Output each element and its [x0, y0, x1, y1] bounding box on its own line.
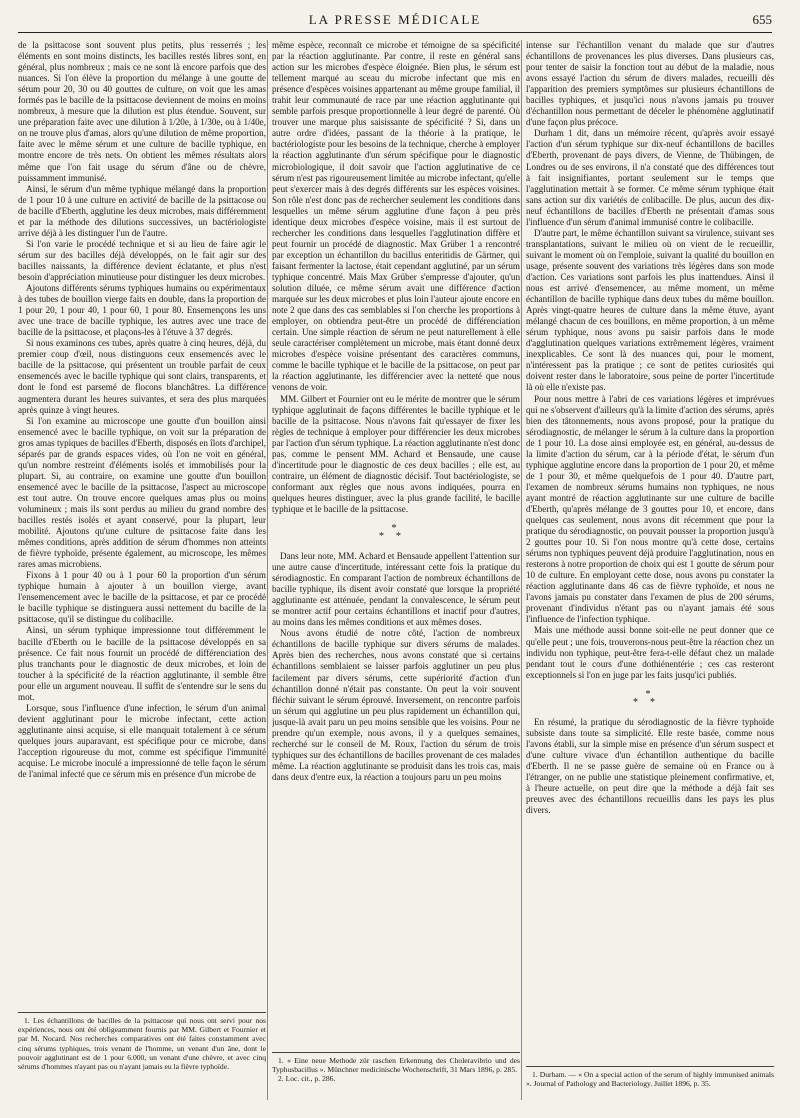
column-2 — [272, 40, 520, 1080]
paragraph: Ajoutons différents sérums typhiques humains ou expérimentaux à des tubes de bouillon vierge faits en double, dans la proportion de 1 pour 20, 1 pour 40, 1 pour 60, 1 pour 80. Ensemençons les uns avec une trace de bacille typhique, les autres avec une trace de bacille de la psittacose, et plaçons-les à l'étuve à 37 degrés. — [18, 283, 266, 338]
footnote-rule — [18, 1012, 266, 1013]
footnotes-col-2 — [272, 1056, 520, 1084]
paragraph: Durham 1 dit, dans un mémoire récent, qu'après avoir essayé l'action d'un sérum typhique sur dix-neuf échantillons de bacilles d'Eberth, provenant de pays divers, de Vienne, de Thübingen, de Londres ou de ses environs, il n'a constaté que des différences tout à fait insignifiantes, portant seulement sur le temps que l'agglutination mettait à se former. Ce même sérum typhique était sans action sur dix variétés de colibacille. De plus, aucun des dix-neuf échantillons de bacilles d'Eberth ne présentait d'amas sous l'influence d'un sérum d'animal immunisé contre le colibacille. — [526, 128, 774, 227]
footnote: 1. Durham. — « On a special action of the serum of highly immunised animals ». Journal of Pathology and Bacteriology. Juillet 1896, p. 35. — [526, 1070, 774, 1089]
section-separator-stars: * ** — [379, 523, 413, 543]
paragraph: Ainsi, un sérum typhique impressionne tout différemment le bacille d'Eberth ou le bacille de la psittacose développés en sa présence. Ce fait nous fournit un procédé de différenciation des plus tranchants pour le diagnostic de deux microbes, et loin de toucher à la spécificité de la réaction agglutinante, il semble être pour elle un argument nouveau. Il suffit de s'entendre sur le sens du mot. — [18, 625, 266, 702]
paragraph: intense sur l'échantillon venant du malade que sur d'autres échantillons de provenances les plus diverses. Dans plusieurs cas, pour tenter de saisir la fonction tout au début de la maladie, nous avons essayé l'action du sérum de divers malades, recueilli dès l'apparition des premiers symptômes sur plusieurs échantillons de bacilles typhiques, et jusqu'ici nous n'avons jamais pu trouver d'échantillon nous permettant de déceler le phénomène agglutinatif d'une façon plus précoce. — [526, 40, 774, 128]
paragraph: même espèce, reconnaît ce microbe et témoigne de sa spécificité par la réaction agglutinante. Par contre, il reste en général sans action sur les microbes d'espèce éloignée. Bien plus, le sérum est tellement marqué au sceau du microbe infectant que mis en présence d'espèces voisines appartenant au même groupe familial, il trahit leur communauté de race par une réaction agglutinante qui semble parfois presque proportionnelle à leur degré de parenté. Où trouver une marque plus saisissante de spécificité ? Si, dans un autre ordre d'idées, passant de la théorie à la pratique, le bactériologiste pour les besoins de la technique, cherche à employer la réaction agglutinante d'un sérum spécifique pour le diagnostic microbiologique, il doit savoir que l'action agglutinative de ce sérum n'est pas rigoureusement limitée au microbe infectant, qu'elle peut s'exercer mais à des degrés différents sur les espèces voisines. Son rôle n'est donc pas de rechercher seulement les conditions dans lesquelles un même sérum agglutine d'une façon à peu près identique deux microbes d'espèce voisine, mais il est surtout de rechercher les conditions dans lesquelles l'agglutination diffère et peut fournir un procédé de diagnostic. Max Grüber 1 a rencontré par exception un échantillon du bacillus enteritidis de Gärtner, qui faisant fermenter la lactose, était cependant agglutiné, par un sérum typhique concentré. Mais Max Grüber s'empresse d'ajouter, qu'un solution diluée, ce même sérum avait une différence d'action marquée sur les deux microbes et plus loin l'auteur ajoute encore en note 2 que dans des cas semblables si l'on cherche les proportions à employer, on obtiendra peut-être un procédé de différenciation certain. Une simple réaction de sérum ne peut naturellement à elle seule caractériser complètement un microbe, mais étant donné deux microbes d'espèce voisine présentant des caractères communs, comme le bacille typhique et le bacille de la psittacose, on peut par la réaction agglutinante, les différencier avec la netteté que nous venons de voir. — [272, 40, 520, 393]
paragraph: Pour nous mettre à l'abri de ces variations légères et imprévues qui ne s'observent d'ailleurs qu'à la limite d'action des sérums, après bien des tâtonnements, nous avons proposé, pour la pratique du sérodiagnostic, de mélanger le sérum à la culture dans la proportion de 1 pour 10. La dose ainsi employée est, en général, au-dessus de la limite d'action du sérum, car à la période d'état, le sérum d'un typhique agglutine encore dans la proportion de 1 pour 20, et même de 1 pour 30, et même quelquefois de 1 pour 40. D'autre part, l'examen de nombreux sérums humains non typhiques, ne nous ayant montré de réaction agglutinante sur une culture de bacille d'Eberth, qu'après mélange de 3 gouttes pour 10, et encore, dans quelques cas seulement, nous avons dit récemment que pour la pratique du sérodiagnostic, on pouvait pousser la proportion jusqu'à 2 gouttes pour 10. Si l'on nous montre qu'à cette dose, certains sérums non typhiques peuvent déjà produire l'agglutination, nous en resterons à notre proportion de choix qui est 1 goutte de sérum pour 10 de culture. En employant cette dose, nous avons pu constater la réaction agglutinante dans 46 cas de fièvre typhoïde, et nous ne l'avons jamais pu constater dans l'examen de plus de 200 sérums, provenant d'individus n'étant pas ou n'ayant jamais été sous l'influence de l'infection typhique. — [526, 393, 774, 625]
footnote-rule — [272, 1052, 520, 1053]
footnote: 1. « Eine neue Methode zür raschen Erkennung des Choleravibrio und des Typhusbacillus ». Münchner medicinische Wochenschrift, 31 Mars 1896, p. 285. — [272, 1056, 520, 1075]
page-number: 655 — [752, 12, 772, 27]
footnote: 2. Loc. cit., p. 286. — [278, 1074, 336, 1084]
footnote-rule — [526, 1066, 774, 1067]
column-divider — [521, 40, 522, 1100]
section-separator-stars: * ** — [633, 688, 667, 708]
column-1 — [18, 40, 266, 1010]
paragraph: Lorsque, sous l'influence d'une infection, le sérum d'un animal devient agglutinant pour le microbe infectant, cette action agglutinante ainsi acquise, si elle manquait totalement à ce sérum quelques jours auparavant, est spécifique pour ce microbe, dans l'acception rigoureuse du mot, comme est spécifique l'immunité acquise. Le microbe inoculé a impressionné de telle façon le sérum de l'animal infecté que ce sérum mis en présence d'un microbe de — [18, 702, 266, 780]
paragraph: Ainsi, le sérum d'un même typhique mélangé dans la proportion de 1 pour 10 à une culture en activité de bacille de la psittacose ou de bacille d'Eberth, agglutine les deux microbes, mais différemment et par la méthode des dilutions successives, un bactériologiste arrive déjà à les distinguer l'un de l'autre. — [18, 183, 266, 238]
paragraph: Dans leur note, MM. Achard et Bensaude appellent l'attention sur une autre cause d'incertitude, intéressant cette fois la pratique du sérodiagnostic. En comparant l'action de nombreux échantillons de bacille typhique, ils disent avoir constaté que lorsque la propriété agglutinante est atténuée, pendant la convalescence, le sérum peut se montrer actif pour certains échantillons et inactif pour d'autres, au moins dans les mêmes conditions et aux mêmes doses. — [272, 551, 520, 628]
paragraph: Fixons à 1 pour 40 ou à 1 pour 60 la proportion d'un sérum typhique humain à ajouter à un bouillon vierge, avant l'ensemencement avec le bacille de la psittacose, et par ce procédé le bacille typhique se distinguera aussi nettement du bacille de la psittacose, qu'il se distingue du colibacille. — [18, 570, 266, 625]
paragraph: Si l'on varie le procédé technique et si au lieu de faire agir le sérum sur des bacilles déjà développés, on le fait agir sur des bacilles naissants, la différence devient éclatante, et plus n'est besoin d'appréciation minutieuse pour distinguer les deux microbes. — [18, 238, 266, 282]
column-divider — [267, 40, 268, 1100]
footnotes-col-1 — [18, 1016, 266, 1071]
column-3 — [526, 40, 774, 1000]
paragraph: Nous avons étudié de notre côté, l'action de nombreux échantillons de bacille typhique sur divers sérums de malades. Après bien des recherches, nous avons constaté que si certains échantillons semblaient se laisser parfois agglutiner un peu plus facilement par divers sérums, cette supériorité d'action d'un échantillon donné n'était pas constante. On peut la voir souvent fléchir suivant le sérum éprouvé. Inversement, on rencontre parfois un sérum qui agglutine un peu plus rapidement un échantillon qui, jusque-là avait paru un peu moins sensible que les voisins. Pour ne prendre qu'un exemple, nous avons, il y a quelques semaines, recherché sur le conseil de M. Roux, l'action du sérum de trois typhiques sur des échantillons de bacilles provenant de ces malades même. La réaction agglutinante se produisit dans les trois cas, mais dans deux d'entre eux, la réaction a toujours paru un peu moins — [272, 628, 520, 782]
paragraph: MM. Gilbert et Fournier ont eu le mérite de montrer que le sérum typhique agglutinait de façons différentes le bacille typhique et le bacille de la psittacose. Nous n'avons fait qu'essayer de fixer les règles de technique à employer pour différencier les deux microbes par l'action d'un sérum typhique. La réaction agglutinante n'est donc pas, comme le pensent MM. Achard et Bensaude, une cause d'incertitude pour le diagnostic de ces deux bacilles ; elle est, au contraire, un élément de diagnostic décisif. Tout bactériologiste, se conformant aux règles que nous avons indiquées, pourra en quelques heures distinguer, avec la plus grande facilité, le bacille typhique et le bacille de la psittacose. — [272, 393, 520, 514]
paragraph: En résumé, la pratique du sérodiagnostic de la fièvre typhoïde subsiste dans toute sa simplicité. Elle reste basée, comme nous l'avons établi, sur la simple mise en présence d'un sérum suspect et d'une culture vivace d'un échantillon authentique du bacille d'Eberth. Il ne se passe guère de semaine où en France ou à l'étranger, on ne publie une statistique pleinement confirmative, et, à l'heure actuelle, on peut dire que la méthode a déjà fait ses preuves avec des échantillons recueillis dans les pays les plus divers. — [526, 716, 774, 816]
footnotes-col-3 — [526, 1070, 774, 1088]
paragraph: Si nous examinons ces tubes, après quatre à cinq heures, déjà, du premier coup d'œil, nous distinguons ceux ensemencés avec le bacille de la psittacose, qui présentent un trouble parfait de ceux ensemencés avec le bacille typhique qui sont clairs, transparents, et dont le fond est parsemé de flocons blanchâtres. La différence augmentera durant les heures suivantes, et sera des plus marquées après quinze à vingt heures. — [18, 338, 266, 415]
page-header — [18, 8, 772, 34]
paragraph: Mais une méthode aussi bonne soit-elle ne peut donner que ce qu'elle peut ; une fois, trouverons-nous peut-être la réaction chez un individu non typhique, peut-être fera-t-elle défaut chez un malade pendant tout le cours d'une dothiénentérie ; ces cas resteront exceptionnels si l'on en juge par les faits jusqu'ici publiés. — [526, 625, 774, 680]
header-rule — [18, 32, 772, 33]
paragraph: de la psittacose sont souvent plus petits, plus resserrés ; les éléments en sont moins distincts, les bacilles restés libres sont, en général, plus nombreux ; mais ce ne sont là encore parfois que des nuances. Si l'on élève la proportion du mélange à une goutte de sérum pour 20, 30 ou 40 gouttes de culture, on voit que les amas formés pas le bacille de la psittacose deviennent de moins en moins nombreux, à mesure que la dilution est plus étendue. Souvent, sur une préparation faite avec une dilution à 1/20e, à 1/30e, ou à 1/40e, on ne trouve plus d'amas, alors qu'une dilution de même proportion, faite avec le même sérum et une culture de bacille typhique, en montre encore de très nets. On obtient les mêmes résultats alors même que l'on fait usage du sérum d'âne ou de chèvre, puissamment immunisé. — [18, 40, 266, 183]
paragraph: Si l'on examine au microscope une goutte d'un bouillon ainsi ensemencé avec le bacille typhique, on voit sur la préparation de gros amas typiques de bacilles d'Eberth, disposés en îlots d'archipel, séparés par de grands espaces vides, où l'on ne voit en général, qu'un nombre restreint d'éléments isolés et immobilisés pour la plupart. Si, au contraire, on examine une goutte d'un bouillon ensemencé avec le bacille de la psittacose, l'aspect au microscope est tout autre. On trouve encore quelques amas plus ou moins volumineux ; mais ils sont perdus au milieu du grand nombre des bacilles restés isolés et ayant conservé, pour la plupart, leur mobilité. Ajoutons qu'une culture de psittacose faite dans les mêmes conditions, après addition de sérum d'hommes non atteints de fièvre typhoïde, présente également, au microscope, les mêmes rares amas microbiens. — [18, 415, 266, 570]
paragraph: D'autre part, le même échantillon suivant sa virulence, suivant ses transplantations, suivant le milieu où on vient de le recueillir, suivant le moment où on l'emploie, suivant la qualité du bouillon en usage, présente souvent des variations très légères dans son mode d'action. Ces variations sont parfois les plus inattendues. Ainsi il nous est arrivé d'ensemencer, au même moment, un même échantillon de bacille typhique dans deux tubes du même bouillon. Après vingt-quatre heures de culture dans la même étuve, ayant mélangé chacun de ces bouillons, en même proportion, à un même sérum typhique, nous avons pu saisir parfois dans le mode d'agglutination quelques variations extrêmement légères, vraiment inexplicables. Ce sont là des nuances qui, pour le moment, n'intéressent pas la pratique ; ce sont de petites curiosités qui doivent rester dans le laboratoire, sous peine de porter l'incertitude là où elle n'existe pas. — [526, 227, 774, 393]
footnote: 1. Les échantillons de bacilles de la psittacose qui nous ont servi pour nos expériences, nous ont été obligeamment fournis par MM. Gilbert et Fournier et par M. Nocard. Nos recherches comparatives ont été faites constamment avec cinq sérums typhiques, trois venant de l'homme, un venant d'un âne, dont le pouvoir agglutinant est de 1 pour 6.000, un venant d'une chèvre, et avec cinq sérums d'hommes n'ayant pas ou n'ayant jamais eu la fièvre typhoïde. — [18, 1016, 266, 1072]
journal-title: LA PRESSE MÉDICALE — [308, 12, 482, 27]
